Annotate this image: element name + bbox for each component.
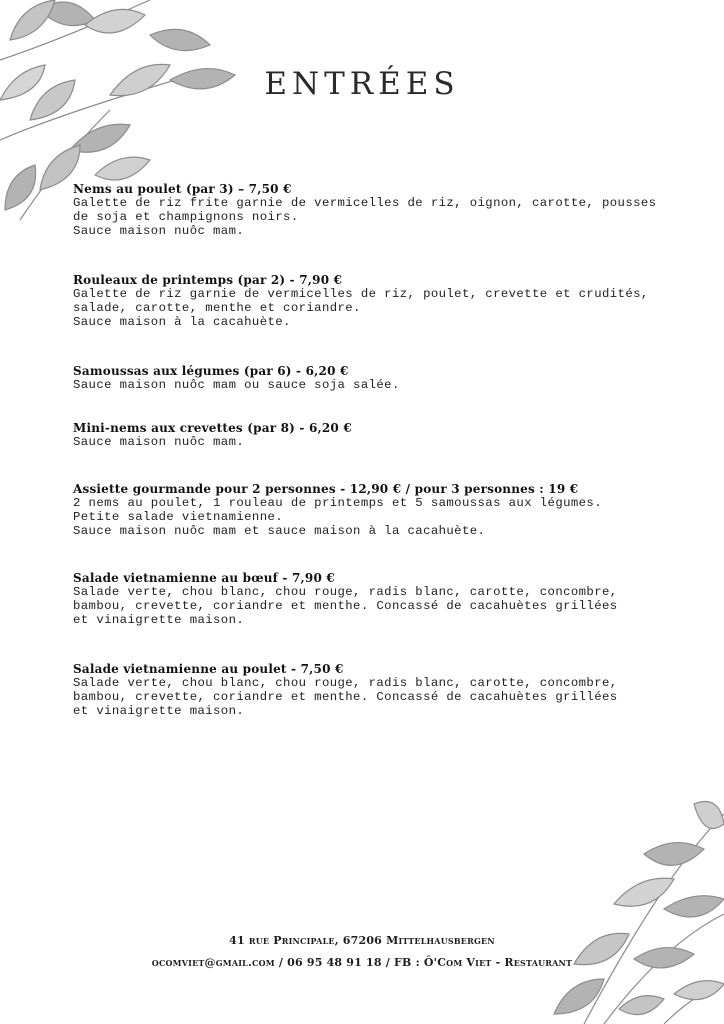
item-heading: Samoussas aux légumes (par 6) - 6,20 € bbox=[73, 364, 349, 378]
item-description-line: bambou, crevette, coriandre et menthe. Concassé de cacahuètes grillées bbox=[73, 690, 618, 704]
item-description-line: Salade verte, chou blanc, chou rouge, radis blanc, carotte, concombre, bbox=[73, 585, 618, 599]
item-description-line: Sauce maison à la cacahuète. bbox=[73, 315, 291, 329]
item-description-line: Galette de riz frite garnie de vermicelles de riz, oignon, carotte, pousses bbox=[73, 196, 657, 210]
menu-item bbox=[73, 421, 658, 449]
item-description-line: de soja et champignons noirs. bbox=[73, 210, 299, 224]
menu-item bbox=[73, 662, 658, 718]
page-title: ENTRÉES bbox=[264, 66, 460, 102]
item-heading: Salade vietnamienne au poulet - 7,50 € bbox=[73, 662, 344, 676]
item-description-line: Sauce maison nuôc mam et sauce maison à la cacahuète. bbox=[73, 524, 486, 538]
item-description-line: salade, carotte, menthe et coriandre. bbox=[73, 301, 361, 315]
menu-item bbox=[73, 571, 658, 627]
item-description-line: Sauce maison nuôc mam. bbox=[73, 435, 245, 449]
menu-item bbox=[73, 182, 658, 238]
item-description-line: Galette de riz garnie de vermicelles de riz, poulet, crevette et crudités, bbox=[73, 287, 649, 301]
menu-item bbox=[73, 273, 658, 329]
menu-item bbox=[73, 364, 658, 392]
item-heading: Rouleaux de printemps (par 2) - 7,90 € bbox=[73, 273, 343, 287]
item-heading: Assiette gourmande pour 2 personnes - 12,90 € / pour 3 personnes : 19 € bbox=[73, 482, 579, 496]
menu-item bbox=[73, 482, 658, 538]
item-description-line: et vinaigrette maison. bbox=[73, 613, 245, 627]
item-heading: Nems au poulet (par 3) – 7,50 € bbox=[73, 182, 292, 196]
item-description-line: Salade verte, chou blanc, chou rouge, radis blanc, carotte, concombre, bbox=[73, 676, 618, 690]
item-heading: Salade vietnamienne au bœuf - 7,90 € bbox=[73, 571, 335, 585]
item-description-line: 2 nems au poulet, 1 rouleau de printemps et 5 samoussas aux légumes. bbox=[73, 496, 602, 510]
item-description-line: bambou, crevette, coriandre et menthe. Concassé de cacahuètes grillées bbox=[73, 599, 618, 613]
item-description-line: Petite salade vietnamienne. bbox=[73, 510, 284, 524]
item-description-line: et vinaigrette maison. bbox=[73, 704, 245, 718]
item-heading: Mini-nems aux crevettes (par 8) - 6,20 € bbox=[73, 421, 352, 435]
footer-contact: ocomviet@gmail.com / 06 95 48 91 18 / FB : Ô'Com Viet - Restaurant bbox=[151, 956, 573, 969]
item-description-line: Sauce maison nuôc mam. bbox=[73, 224, 245, 238]
leaf-decoration-bottom bbox=[524, 794, 724, 1024]
footer-address: 41 rue Principale, 67206 Mittelhausbergen bbox=[229, 934, 495, 947]
menu-list bbox=[73, 182, 658, 718]
item-description-line: Sauce maison nuôc mam ou sauce soja salée. bbox=[73, 378, 400, 392]
